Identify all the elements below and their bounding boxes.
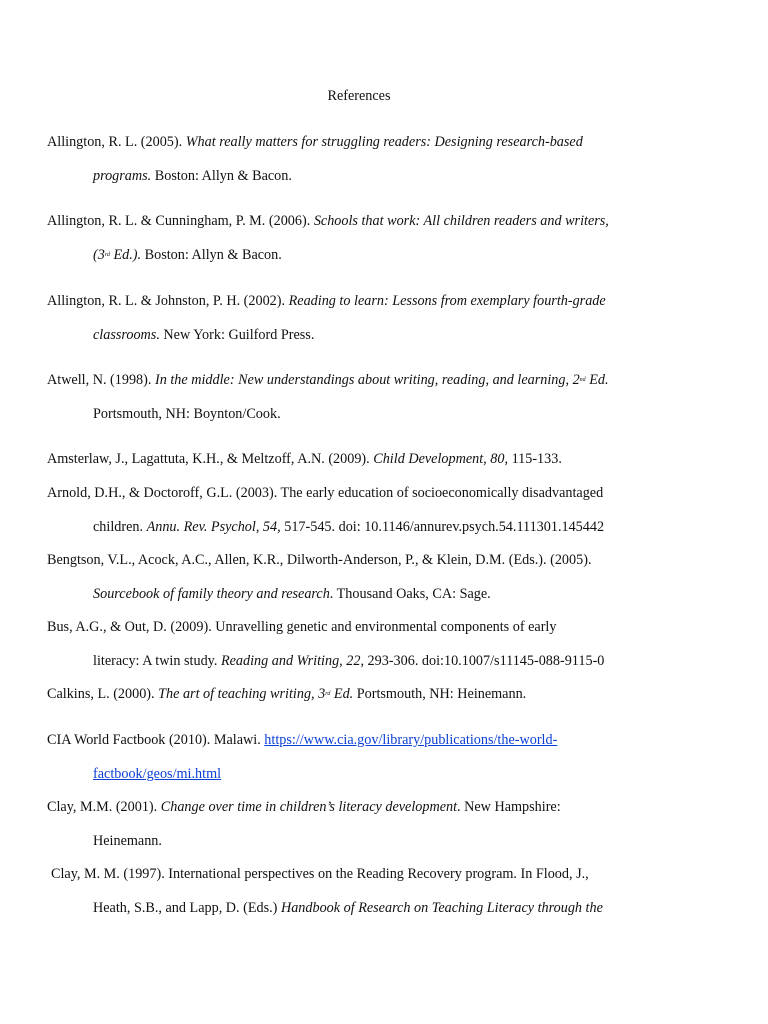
reference-text: Clay, M. M. (1997). International perspectives on the Reading Recovery program. In Flood, J., (51, 866, 589, 882)
reference-title: Handbook of Research on Teaching Literacy through the (280, 900, 603, 916)
reference-line-2 (93, 832, 162, 850)
reference-author-year: Amsterlaw, J., Lagattuta, K.H., & Meltzoff, A.N. (2009). (47, 451, 374, 467)
reference-edition-number: (3 (93, 247, 105, 263)
reference-text: Arnold, D.H., & Doctoroff, G.L. (2003). The early education of socioeconomically disadvantaged (47, 485, 604, 501)
reference-title: Sourcebook of family theory and research (93, 586, 330, 602)
reference-line-1 (47, 685, 526, 703)
reference-line-2 (93, 899, 603, 917)
reference-author-year: Allington, R. L. (2005). (47, 134, 186, 150)
references-heading: References (327, 88, 391, 104)
reference-text: Heath, S.B., and Lapp, D. (Eds.) (93, 900, 281, 916)
reference-title: Reading to learn: Lessons from exemplary fourth-grade (288, 293, 606, 309)
reference-line-2 (93, 246, 282, 264)
reference-line-1 (47, 618, 556, 636)
reference-publisher: Portsmouth, NH: Boynton/Cook. (93, 406, 281, 422)
reference-line-2 (93, 652, 604, 670)
reference-line-1 (47, 450, 562, 468)
reference-author-year: Clay, M.M. (2001). (47, 799, 161, 815)
reference-journal: Annu. Rev. Psychol, 54, (146, 519, 281, 535)
ordinal-suffix: nd (579, 377, 586, 383)
reference-publisher: Boston: Allyn & Bacon. (151, 168, 292, 184)
reference-author-year: CIA World Factbook (2010). Malawi. (47, 732, 265, 748)
reference-line-1 (47, 798, 561, 816)
reference-text: literacy: A twin study. (93, 653, 221, 669)
reference-title (93, 247, 141, 263)
reference-text: children. (93, 519, 147, 535)
factbook-url-link-continued[interactable]: factbook/geos/mi.html (93, 766, 222, 782)
reference-title (155, 372, 609, 388)
reference-line-1 (51, 865, 589, 883)
reference-line-1 (47, 292, 606, 310)
reference-line-2 (93, 518, 604, 536)
reference-pages: 115-133. (508, 451, 562, 467)
ordinal-suffix: rd (104, 252, 110, 258)
reference-title (158, 686, 353, 702)
reference-title: Change over time in children’s literacy development (160, 799, 458, 815)
reference-line-2 (93, 405, 281, 423)
reference-edition-label: Ed. (330, 686, 354, 702)
reference-pages-doi: 517-545. doi: 10.1146/annurev.psych.54.111301.145442 (280, 519, 605, 535)
reference-line-2 (93, 326, 314, 344)
reference-title: Schools that work: All children readers and writers, (313, 213, 609, 229)
reference-author-year: Calkins, L. (2000). (47, 686, 159, 702)
reference-line-1 (47, 371, 609, 389)
reference-line-2 (93, 765, 221, 783)
reference-title: classrooms. (93, 327, 160, 343)
reference-edition-label: Ed. (585, 372, 609, 388)
reference-line-1 (47, 133, 583, 151)
reference-line-1 (47, 731, 557, 749)
reference-edition-label: Ed.). (109, 247, 142, 263)
ordinal-suffix: rd (325, 691, 331, 697)
reference-title: What really matters for struggling readers: Designing research-based (185, 134, 583, 150)
reference-title-text: The art of teaching writing, 3 (158, 686, 326, 702)
reference-journal: Reading and Writing, 22 (220, 653, 361, 669)
reference-line-1 (47, 484, 603, 502)
factbook-url-link[interactable]: https://www.cia.gov/library/publications/the-world- (264, 732, 558, 748)
reference-line-2 (93, 167, 292, 185)
reference-publisher: . Thousand Oaks, CA: Sage. (329, 586, 491, 602)
reference-title-text: In the middle: New understandings about writing, reading, and learning, 2 (154, 372, 580, 388)
reference-publisher: Portsmouth, NH: Heinemann. (353, 686, 527, 702)
reference-line-2 (93, 585, 491, 603)
reference-text: Bengtson, V.L., Acock, A.C., Allen, K.R., Dilworth-Anderson, P., & Klein, D.M. (Eds.). (2005). (47, 552, 592, 568)
reference-pages-doi: , 293-306. doi:10.1007/s11145-088-9115-0 (360, 653, 605, 669)
reference-publisher: Boston: Allyn & Bacon. (141, 247, 282, 263)
reference-title: programs. (93, 168, 152, 184)
reference-publisher: . New Hampshire: (457, 799, 561, 815)
reference-journal: Child Development, 80, (373, 451, 509, 467)
reference-line-1 (47, 551, 592, 569)
reference-publisher: Heinemann. (93, 833, 162, 849)
reference-author-year: Atwell, N. (1998). (47, 372, 155, 388)
reference-text: Bus, A.G., & Out, D. (2009). Unravelling genetic and environmental components of early (47, 619, 557, 635)
reference-author-year: Allington, R. L. & Johnston, P. H. (2002). (47, 293, 289, 309)
reference-line-1 (47, 212, 609, 230)
reference-author-year: Allington, R. L. & Cunningham, P. M. (2006). (47, 213, 314, 229)
reference-publisher: New York: Guilford Press. (159, 327, 315, 343)
